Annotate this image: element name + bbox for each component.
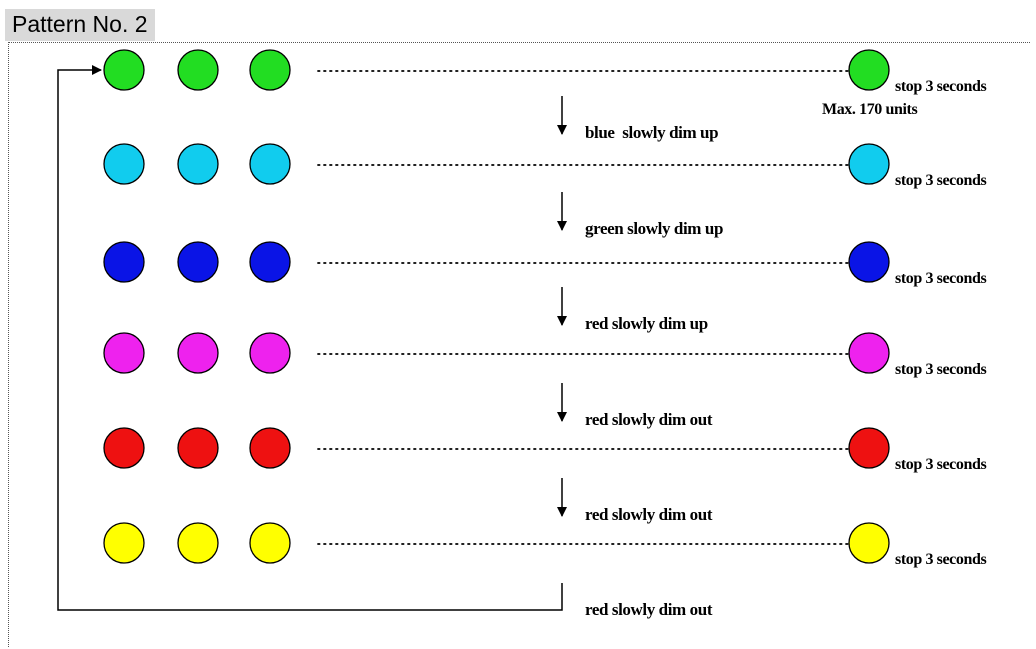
transition-label-3: red slowly dim up (585, 314, 708, 333)
row-1-light-2 (178, 50, 218, 90)
max-units-label: Max. 170 units (822, 101, 918, 118)
row-6-stop-label: stop 3 seconds (895, 551, 987, 568)
loop-back-label: red slowly dim out (585, 600, 713, 619)
pattern-title: Pattern No. 2 (5, 9, 155, 41)
row-6-light-2 (178, 523, 218, 563)
row-4-end-light (849, 333, 889, 373)
row-2-stop-label: stop 3 seconds (895, 172, 987, 189)
row-5-light-2 (178, 428, 218, 468)
row-3-light-3 (250, 242, 290, 282)
row-1-light-3 (250, 50, 290, 90)
row-3-light-1 (104, 242, 144, 282)
row-4-light-3 (250, 333, 290, 373)
row-3-stop-label: stop 3 seconds (895, 270, 987, 287)
row-3-light-2 (178, 242, 218, 282)
row-2-light-3 (250, 144, 290, 184)
row-1-stop-label: stop 3 seconds (895, 78, 987, 95)
row-3-end-light (849, 242, 889, 282)
row-1-end-light (849, 50, 889, 90)
row-1-light-1 (104, 50, 144, 90)
row-4-light-1 (104, 333, 144, 373)
transition-label-4: red slowly dim out (585, 410, 713, 429)
row-2-light-1 (104, 144, 144, 184)
row-6-end-light (849, 523, 889, 563)
row-4-light-2 (178, 333, 218, 373)
transition-label-1: blue slowly dim up (585, 123, 719, 142)
row-6-light-1 (104, 523, 144, 563)
row-5-stop-label: stop 3 seconds (895, 456, 987, 473)
row-5-light-3 (250, 428, 290, 468)
row-2-end-light (849, 144, 889, 184)
row-6-light-3 (250, 523, 290, 563)
transition-label-5: red slowly dim out (585, 505, 713, 524)
row-5-light-1 (104, 428, 144, 468)
row-4-stop-label: stop 3 seconds (895, 361, 987, 378)
row-5-end-light (849, 428, 889, 468)
transition-label-2: green slowly dim up (585, 219, 724, 238)
row-2-light-2 (178, 144, 218, 184)
